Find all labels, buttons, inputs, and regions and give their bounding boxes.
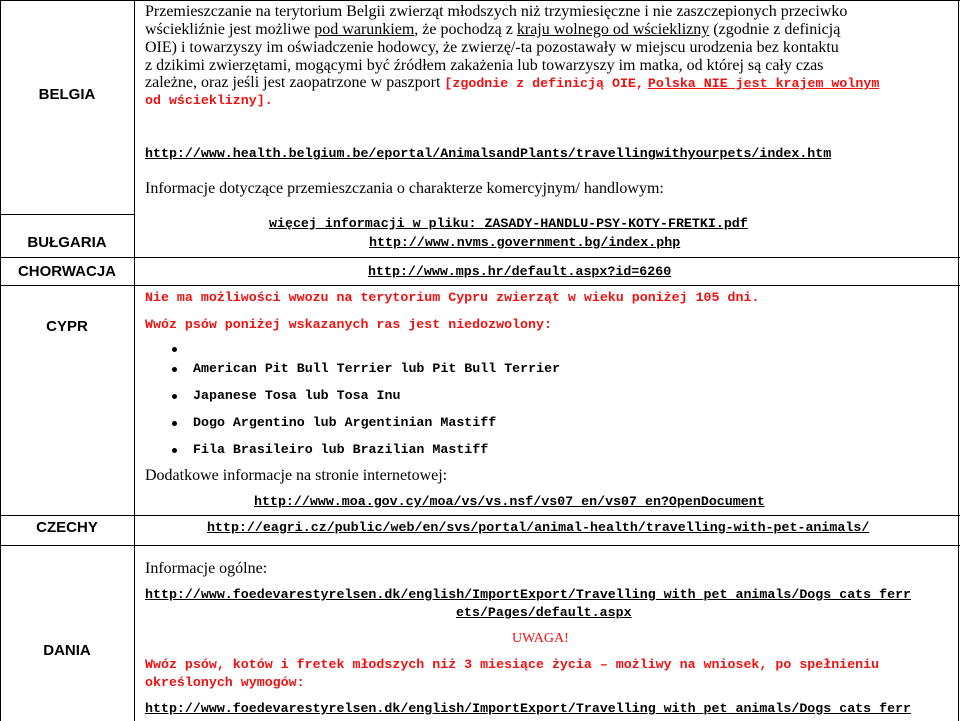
cypr-bullet-1 [172,367,177,372]
belgia-text-line-2 [145,21,840,39]
belgia-text-2a: wściekliźnie jest możliwe [145,21,311,38]
belgia-text-line-4: z dzikimi zwierzętami, mogącymi być źródłem zakażenia lub towarzyszy im matka, od której są cały czas [145,57,824,74]
country-czechy: CZECHY [36,519,98,536]
country-dania: DANIA [43,642,91,659]
country-cypr: CYPR [46,318,88,335]
cypr-bullet-3 [172,421,177,426]
table-left-border [0,0,1,721]
belgia-poland-note: Polska NIE jest krajem wolnym [647,76,880,91]
cypr-breed-3: Dogo Argentino lub Argentinian Mastiff [193,415,497,430]
belgia-text-5a: zależne, oraz jeśli jest zaopatrzone w paszport [145,74,441,91]
dania-general-info: Informacje ogólne: [145,560,268,577]
cypr-bullet-2 [172,394,177,399]
belgia-condition: pod warunkiem [314,21,415,38]
belgia-text-line-6: od wścieklizny]. [145,93,273,108]
cypr-extra-info: Dodatkowe informacje na stronie internetowej: [145,467,448,484]
belgia-more-info-file[interactable]: więcej informacji w pliku: ZASADY-HANDLU-PSY-KOTY-FRETKI.pdf [269,216,748,231]
country-chorwacja: CHORWACJA [17,263,117,280]
dania-link-2[interactable]: http://www.foedevarestyrelsen.dk/english/ImportExport/Travelling_with_pet_animals/Dogs_cats_ferr [145,701,912,716]
cypr-link[interactable]: http://www.moa.gov.cy/moa/vs/vs.nsf/vs07_en/vs07_en?OpenDocument [254,494,765,509]
bulgaria-link[interactable]: http://www.nvms.government.bg/index.php [369,235,681,250]
cypr-breed-1: American Pit Bull Terrier lub Pit Bull Terrier [193,361,561,376]
cypr-age-restriction: Nie ma możliwości wwozu na terytorium Cypru zwierząt w wieku poniżej 105 dni. [145,290,760,305]
cypr-breeds-heading: Wwóz psów poniżej wskazanych ras jest niedozwolony: [145,317,552,332]
dania-note-line-1: Wwóz psów, kotów i fretek młodszych niż 3 miesiące życia – możliwy na wniosek, po spełnieniu [145,657,880,672]
cypr-breed-2: Japanese Tosa lub Tosa Inu [193,388,401,403]
belgia-text-line-5 [145,74,879,92]
dania-link-1a[interactable]: http://www.foedevarestyrelsen.dk/english/ImportExport/Travelling_with_pet_animals/Dogs_cats_ferr [145,587,912,602]
table-right-border [958,0,959,721]
row-divider-chorwacja-cypr [0,285,960,286]
belgia-text-2c: (zgodnie z definicją [713,21,841,38]
row-divider-belgia-bulgaria [0,214,134,215]
chorwacja-link[interactable]: http://www.mps.hr/default.aspx?id=6260 [368,264,672,279]
country-belgia: BELGIA [38,86,96,103]
column-divider [134,0,135,721]
table-top-border [0,0,960,1]
dania-note-line-2: określonych wymogów: [145,675,305,690]
country-bulgaria: BUŁGARIA [27,234,107,251]
belgia-text-line-3: OIE) i towarzyszy im oświadczenie hodowcy, że zwierzę/-ta pozostawały w miejscu urodzenia bez kontaktu [145,39,839,56]
belgia-oie-note: [zgodnie z definicją OIE, [444,76,644,91]
czechy-link[interactable]: http://eagri.cz/public/web/en/svs/portal/animal-health/travelling-with-pet-animals/ [207,520,870,535]
dania-link-1b[interactable]: ets/Pages/default.aspx [456,605,632,620]
row-divider-czechy-dania [0,545,960,546]
belgia-text-line-1: Przemieszczanie na terytorium Belgii zwierząt młodszych niż trzymiesięczne i nie zaszczepionych przeciwko [145,3,848,20]
belgia-text-2b: , że pochodzą z [414,21,513,38]
belgia-rabies-free: kraju wolnego od wścieklizny [516,21,710,38]
cypr-empty-bullet [172,347,177,352]
cypr-breed-4: Fila Brasileiro lub Brazilian Mastiff [193,442,489,457]
dania-warning: UWAGA! [512,631,569,646]
row-divider-bulgaria-chorwacja [0,257,960,258]
belgia-link[interactable]: http://www.health.belgium.be/eportal/AnimalsandPlants/travellingwithyourpets/index.htm [145,146,832,161]
belgia-commercial-info: Informacje dotyczące przemieszczania o charakterze komercyjnym/ handlowym: [145,180,664,197]
row-divider-cypr-czechy [0,515,960,516]
cypr-bullet-4 [172,448,177,453]
